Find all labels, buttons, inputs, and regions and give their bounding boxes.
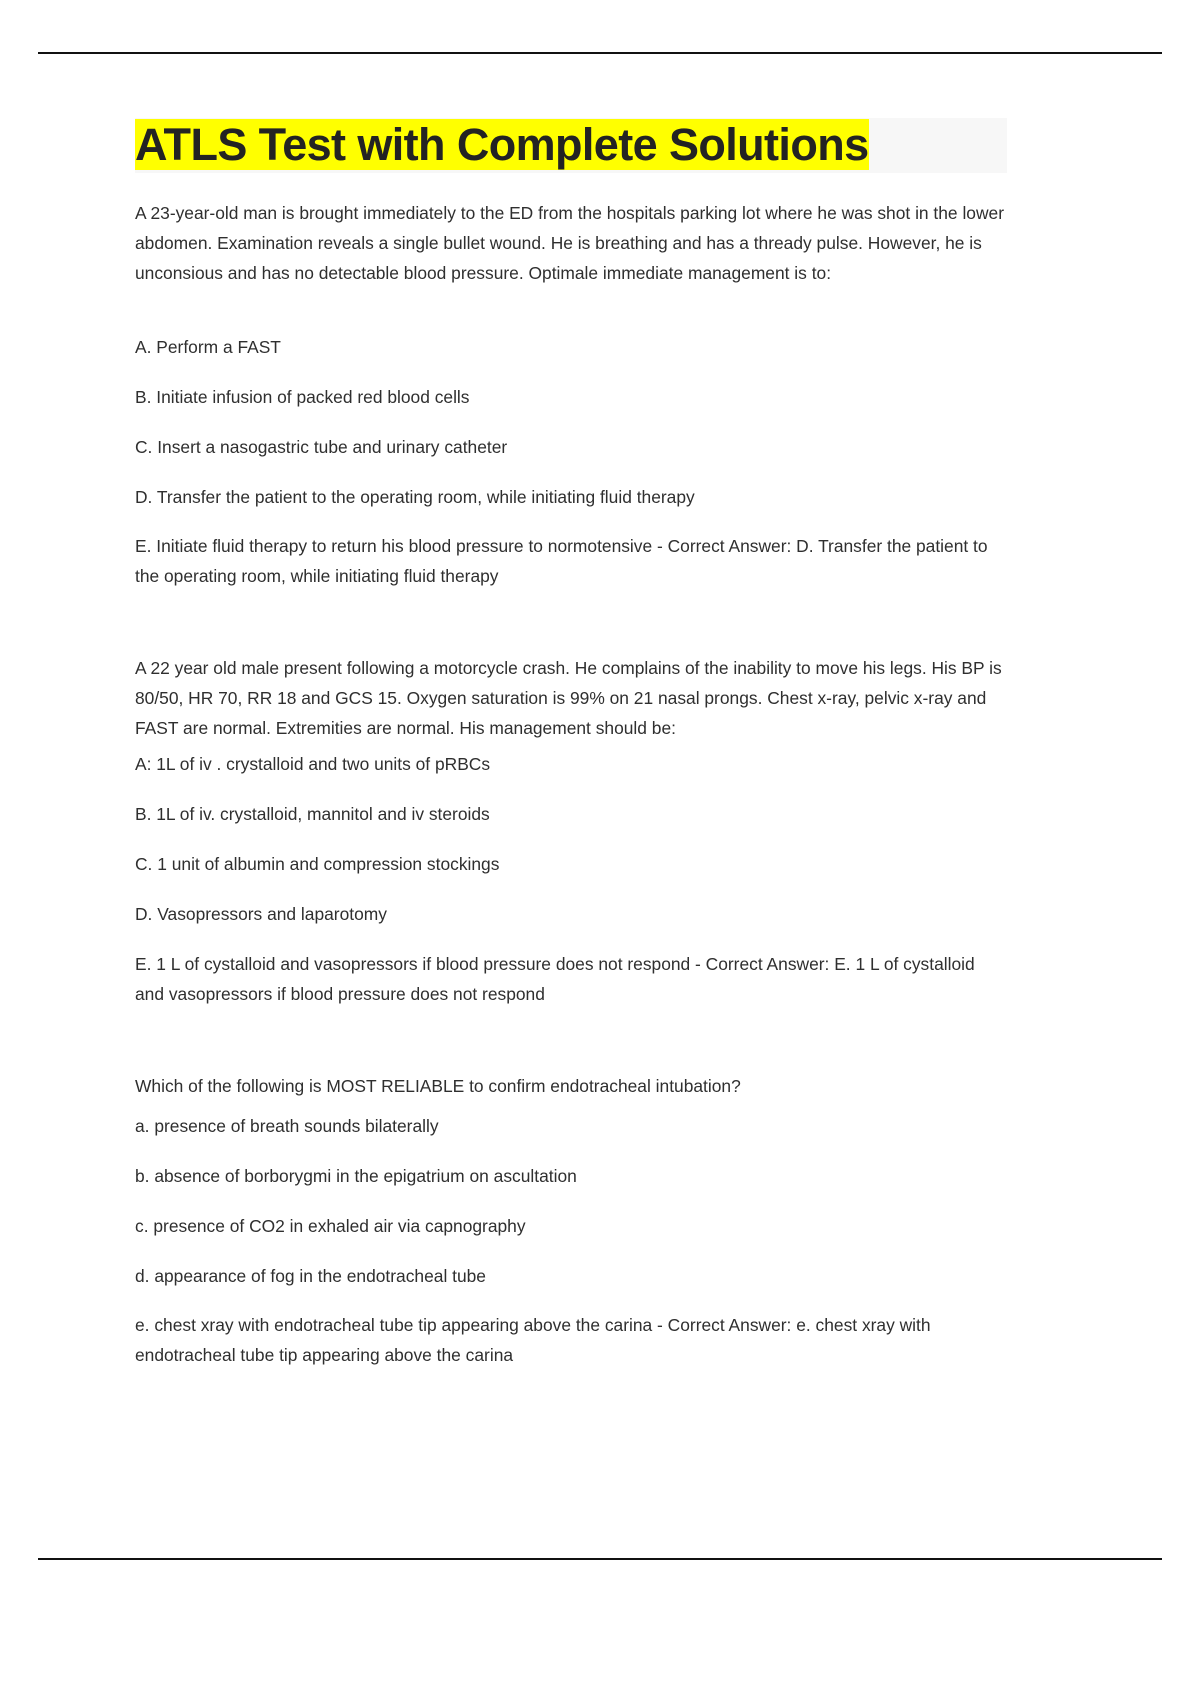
option-item[interactable]: A. Perform a FAST [135,336,281,357]
option-item[interactable]: d. appearance of fog in the endotracheal tube [135,1265,486,1286]
option-item[interactable]: C. Insert a nasogastric tube and urinary catheter [135,436,508,457]
option-item[interactable]: B. 1L of iv. crystalloid, mannitol and iv steroids [135,804,490,825]
document-title-container [135,118,1007,173]
spacer [135,592,1007,654]
option-item[interactable]: A: 1L of iv . crystalloid and two units of pRBCs [135,754,491,775]
option-item-with-answer[interactable]: E. Initiate fluid therapy to return his blood pressure to normotensive - Correct Answer: D. Transfer the patient to the operating room, while initiating fluid therapy [135,536,988,587]
option-list [135,750,1007,1010]
option-item[interactable]: C. 1 unit of albumin and compression stockings [135,854,500,875]
option-item[interactable]: a. presence of breath sounds bilaterally [135,1115,439,1136]
option-item[interactable]: D. Vasopressors and laparotomy [135,903,387,924]
question-stem: A 22 year old male present following a motorcycle crash. He complains of the inability to move his legs. His BP is 80/50, HR 70, RR 18 and GCS 15. Oxygen saturation is 99% on 21 nasal prongs. Chest x-ray, pelvic x-ray and FAST are normal. Extremities are normal. His management should be: [135,658,1002,739]
option-list [135,333,1007,593]
option-list [135,1112,1007,1372]
spacer [135,1010,1007,1072]
option-item[interactable]: c. presence of CO2 in exhaled air via capnography [135,1215,526,1236]
option-item[interactable]: B. Initiate infusion of packed red blood cells [135,386,470,407]
spacer [135,289,1007,333]
question-stem: A 23-year-old man is brought immediately to the ED from the hospitals parking lot where he was shot in the lower abdomen. Examination reveals a single bullet wound. He is breathing and has a thready pulse. However, he is unconsious and has no detectable blood pressure. Optimale immediate management is to: [135,202,1004,283]
question-block-2 [135,654,1007,1009]
question-block-1 [135,199,1007,592]
option-item-with-answer[interactable]: e. chest xray with endotracheal tube tip appearing above the carina - Correct Answer: e. chest xray with endotracheal tube tip appearing above the carina [135,1315,931,1366]
page-top-divider [38,52,1162,54]
question-block-3 [135,1072,1007,1372]
page-bottom-divider [38,1558,1162,1560]
option-item-with-answer[interactable]: E. 1 L of cystalloid and vasopressors if blood pressure does not respond - Correct Answer: E. 1 L of cystalloid and vasopressors if blood pressure does not respond [135,953,975,1004]
document-content [135,118,1007,1371]
option-item[interactable]: b. absence of borborygmi in the epigatrium on ascultation [135,1165,577,1186]
page-title: ATLS Test with Complete Solutions [135,119,869,170]
spacer [135,1102,1007,1112]
option-item[interactable]: D. Transfer the patient to the operating room, while initiating fluid therapy [135,486,695,507]
question-stem: Which of the following is MOST RELIABLE to confirm endotracheal intubation? [135,1075,741,1096]
